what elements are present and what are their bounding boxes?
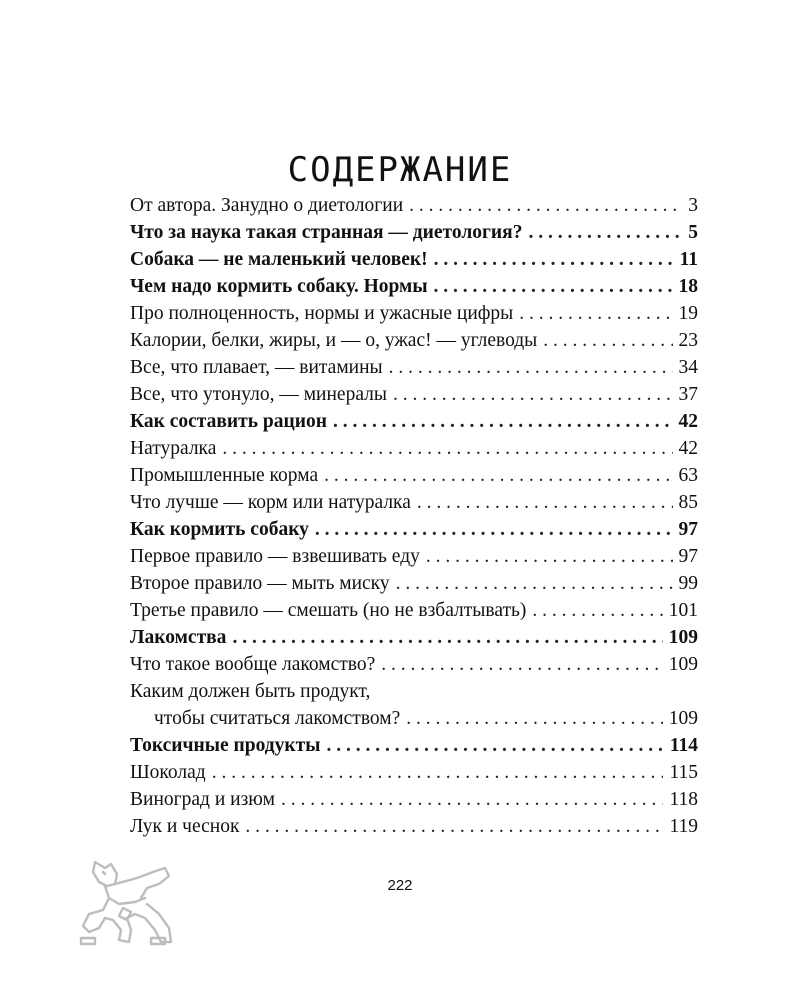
toc-entry-page: 37 [678, 384, 698, 405]
toc-entry [130, 543, 698, 570]
toc-entry-title: Виноград и изюм [130, 789, 275, 810]
toc-entry [130, 354, 698, 381]
dot-leader [389, 354, 673, 381]
toc-entry-title: Как составить рацион [130, 411, 327, 432]
toc-entry [130, 462, 698, 489]
toc-entry [130, 435, 698, 462]
toc-entry-page: 97 [678, 546, 698, 567]
dot-leader [281, 786, 664, 813]
toc-entry-page: 5 [688, 222, 698, 243]
toc-entry [130, 219, 698, 246]
toc-entry [130, 678, 698, 705]
dot-leader [528, 219, 682, 246]
dot-leader [417, 489, 673, 516]
toc-entry-page: 99 [678, 573, 698, 594]
toc-entry [130, 570, 698, 597]
toc-entry-title: Натуралка [130, 438, 217, 459]
toc-entry-page: 42 [678, 411, 698, 432]
toc-entry-title: Шоколад [130, 762, 206, 783]
dot-leader [245, 813, 663, 840]
toc-entry-title: Что за наука такая странная — диетология? [130, 222, 523, 243]
toc-entry [130, 408, 698, 435]
dot-leader [232, 624, 662, 651]
toc-entry-title: Как кормить собаку [130, 519, 309, 540]
toc-entry-page: 119 [669, 816, 698, 837]
toc-entry-title: Третье правило — смешать (но не взбалтывать) [130, 600, 527, 621]
dot-leader [222, 435, 672, 462]
table-of-contents [130, 192, 698, 840]
dot-leader [381, 651, 662, 678]
dot-leader [396, 570, 673, 597]
toc-entry [130, 489, 698, 516]
toc-entry-page: 19 [678, 303, 698, 324]
toc-entry-page: 85 [678, 492, 698, 513]
dog-outline-icon [75, 858, 175, 948]
dot-leader [434, 246, 674, 273]
toc-entry-title: Чем надо кормить собаку. Нормы [130, 276, 428, 297]
toc-entry-title: Собака — не маленький человек! [130, 249, 428, 270]
toc-entry-page: 3 [688, 195, 698, 216]
toc-entry-title: Лук и чеснок [130, 816, 240, 837]
toc-entry [130, 705, 698, 732]
toc-entry [130, 597, 698, 624]
toc-entry-page: 97 [678, 519, 698, 540]
toc-entry-title: Про полноценность, нормы и ужасные цифры [130, 303, 514, 324]
toc-entry-page: 63 [678, 465, 698, 486]
toc-entry-title: Лакомства [130, 627, 227, 648]
toc-entry-title: От автора. Занудно о диетологии [130, 195, 404, 216]
toc-entry-title: Каким должен быть продукт, [130, 681, 371, 702]
toc-entry [130, 192, 698, 219]
toc-entry-title: Что лучше — корм или натуралка [130, 492, 411, 513]
dot-leader [519, 300, 672, 327]
toc-entry-page: 23 [678, 330, 698, 351]
toc-entry-page: 18 [678, 276, 698, 297]
toc-entry-page: 109 [668, 654, 698, 675]
toc-entry [130, 516, 698, 543]
toc-entry-page: 34 [678, 357, 698, 378]
page-number: 222 [387, 877, 413, 894]
dot-leader [324, 462, 672, 489]
toc-entry-page: 118 [669, 789, 698, 810]
toc-entry-page: 115 [669, 762, 698, 783]
toc-entry-title: Что такое вообще лакомство? [130, 654, 376, 675]
toc-entry [130, 300, 698, 327]
dot-leader [315, 516, 673, 543]
toc-entry-title: Все, что утонуло, — минералы [130, 384, 387, 405]
toc-entry-page: 101 [668, 600, 698, 621]
dot-leader [434, 273, 673, 300]
toc-entry-page: 42 [678, 438, 698, 459]
toc-entry [130, 246, 698, 273]
toc-entry-title: Второе правило — мыть миску [130, 573, 390, 594]
toc-entry-page: 109 [668, 708, 698, 729]
dot-leader [406, 705, 662, 732]
dot-leader [326, 732, 663, 759]
dot-leader [333, 408, 673, 435]
toc-entry [130, 624, 698, 651]
toc-entry [130, 381, 698, 408]
toc-entry [130, 813, 698, 840]
toc-entry [130, 327, 698, 354]
dot-leader [393, 381, 673, 408]
dot-leader [409, 192, 682, 219]
toc-entry-title: чтобы считаться лакомством? [154, 708, 401, 729]
toc-entry-page: 11 [679, 249, 698, 270]
toc-entry-title: Промышленные корма [130, 465, 319, 486]
toc-entry [130, 786, 698, 813]
dot-leader [212, 759, 664, 786]
toc-entry [130, 732, 698, 759]
toc-entry [130, 651, 698, 678]
toc-entry-title: Первое правило — взвешивать еду [130, 546, 420, 567]
dot-leader [532, 597, 662, 624]
toc-entry-title: Калории, белки, жиры, и — о, ужас! — углеводы [130, 330, 538, 351]
toc-entry-page: 114 [669, 735, 698, 756]
toc-entry-title: Все, что плавает, — витамины [130, 357, 383, 378]
page-title: СОДЕРЖАНИЕ [287, 150, 513, 190]
dot-leader [426, 543, 673, 570]
toc-entry [130, 759, 698, 786]
toc-entry-page: 109 [668, 627, 698, 648]
toc-entry-title: Токсичные продукты [130, 735, 321, 756]
dot-leader [543, 327, 672, 354]
toc-entry [130, 273, 698, 300]
